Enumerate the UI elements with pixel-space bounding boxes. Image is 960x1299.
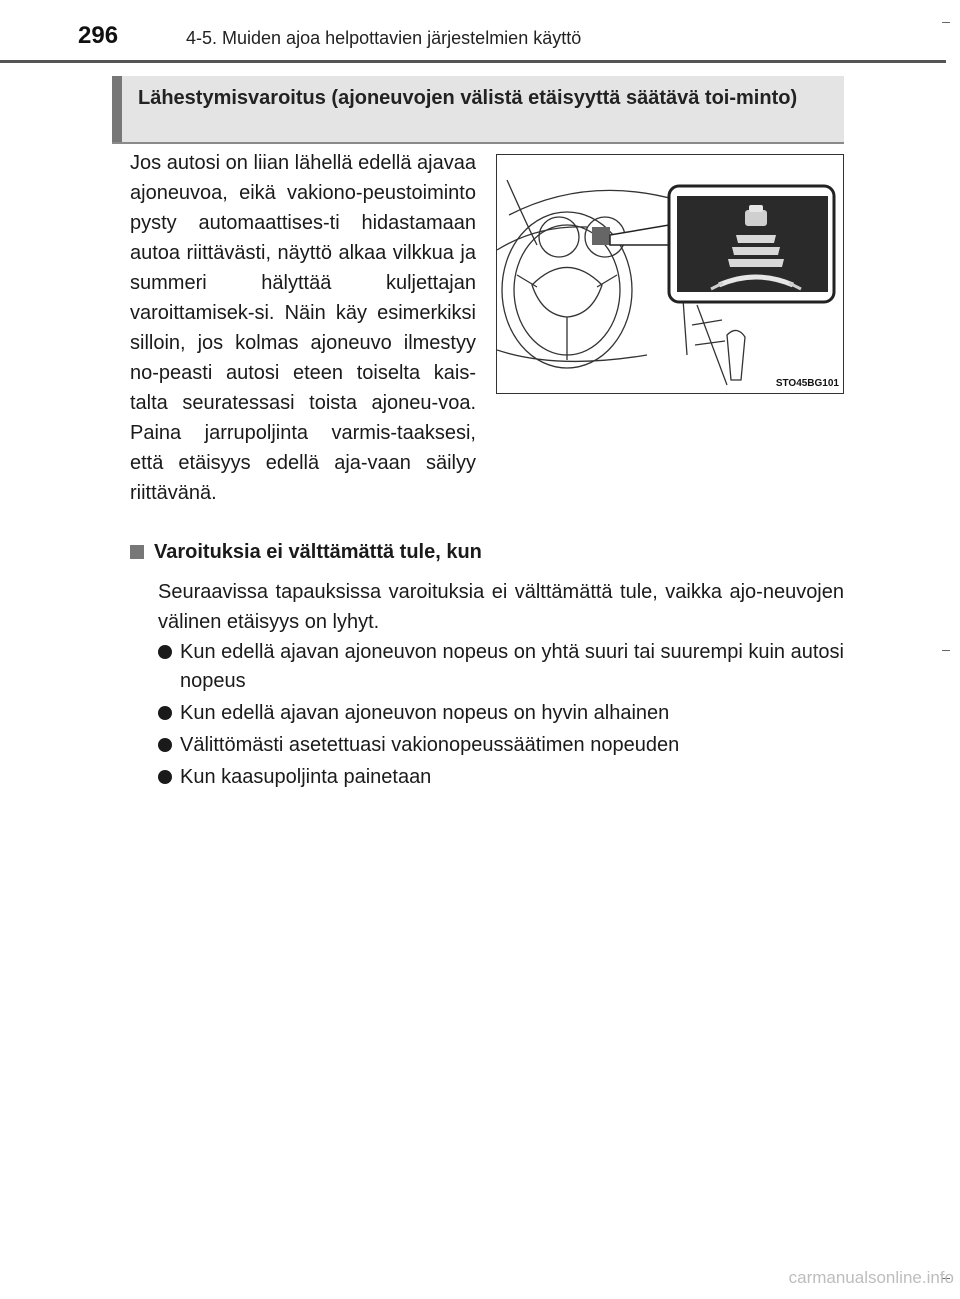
console-detail xyxy=(692,320,725,345)
dashboard-top-line xyxy=(509,190,677,215)
section-title-bar xyxy=(112,76,122,142)
windshield-line xyxy=(507,180,537,245)
callout-pointer xyxy=(610,225,669,245)
list-item xyxy=(158,699,844,728)
subsection-heading-text: Varoituksia ei välttämättä tule, kun xyxy=(154,541,482,563)
shifter xyxy=(727,330,745,380)
list-item-text: Kun kaasupoljinta painetaan xyxy=(180,766,432,788)
display-highlight xyxy=(592,227,610,245)
wheel-hub xyxy=(532,268,602,318)
crop-mark xyxy=(942,650,950,651)
list-item xyxy=(158,638,844,696)
bullet-dot-icon xyxy=(158,738,172,752)
dashboard-illustration xyxy=(496,154,844,394)
list-item-text: Välittömästi asetettuasi vakionopeussäätimen nopeuden xyxy=(180,734,680,756)
list-item xyxy=(158,731,844,760)
wheel-spoke-left xyxy=(517,275,537,287)
intro-paragraph: Jos autosi on liian lähellä edellä ajavaa ajoneuvoa, eikä vakiono-peustoiminto pysty automaattises-ti hidastamaan autoa riittävästi, näyttö alkaa vilkkua ja summeri hälyttää kuljettajan varoittamisek-si. Näin käy esimerkiksi silloin, jos kolmas ajoneuvo ilmestyy no-peasti autosi eteen toiselta kais-talta seuratessasi toista ajoneu-voa. Paina jarrupoljinta varmis-taaksesi, että etäisyys edellä aja-vaan säilyy riittävänä. xyxy=(130,152,476,504)
column-line xyxy=(497,350,647,361)
subsection-heading xyxy=(130,541,482,564)
bullet-dot-icon xyxy=(158,645,172,659)
distance-bar xyxy=(728,259,784,267)
gauge-left xyxy=(539,217,579,257)
square-bullet-icon xyxy=(130,545,144,559)
crop-mark xyxy=(942,22,950,23)
watermark: carmanualsonline.info xyxy=(788,1268,954,1287)
list-item-text: Kun edellä ajavan ajoneuvon nopeus on yhtä suuri tai suurempi kuin autosi nopeus xyxy=(180,641,844,692)
section-title-box xyxy=(112,76,844,144)
subsection-paragraph: Seuraavissa tapauksissa varoituksia ei välttämättä tule, vaikka ajo-neuvojen välinen etäisyys on lyhyt. xyxy=(158,581,844,633)
distance-bar xyxy=(736,235,776,243)
console-line xyxy=(697,305,727,385)
distance-bar xyxy=(732,247,780,255)
bullet-dot-icon xyxy=(158,706,172,720)
page-number: 296 xyxy=(78,22,119,49)
header-rule xyxy=(0,60,946,63)
wheel-spoke-right xyxy=(597,275,617,287)
bullet-list xyxy=(158,638,844,795)
list-item xyxy=(158,763,844,792)
list-item-text: Kun edellä ajavan ajoneuvon nopeus on hyvin alhainen xyxy=(180,702,670,724)
figure-code: STO45BG101 xyxy=(775,378,839,389)
chapter-title: 4-5. Muiden ajoa helpottavien järjestelmien käyttö xyxy=(186,28,582,48)
dashboard-drawing xyxy=(497,155,842,392)
bullet-dot-icon xyxy=(158,770,172,784)
section-title: Lähestymisvaroitus (ajoneuvojen välistä etäisyyttä säätävä toi-minto) xyxy=(138,87,798,109)
